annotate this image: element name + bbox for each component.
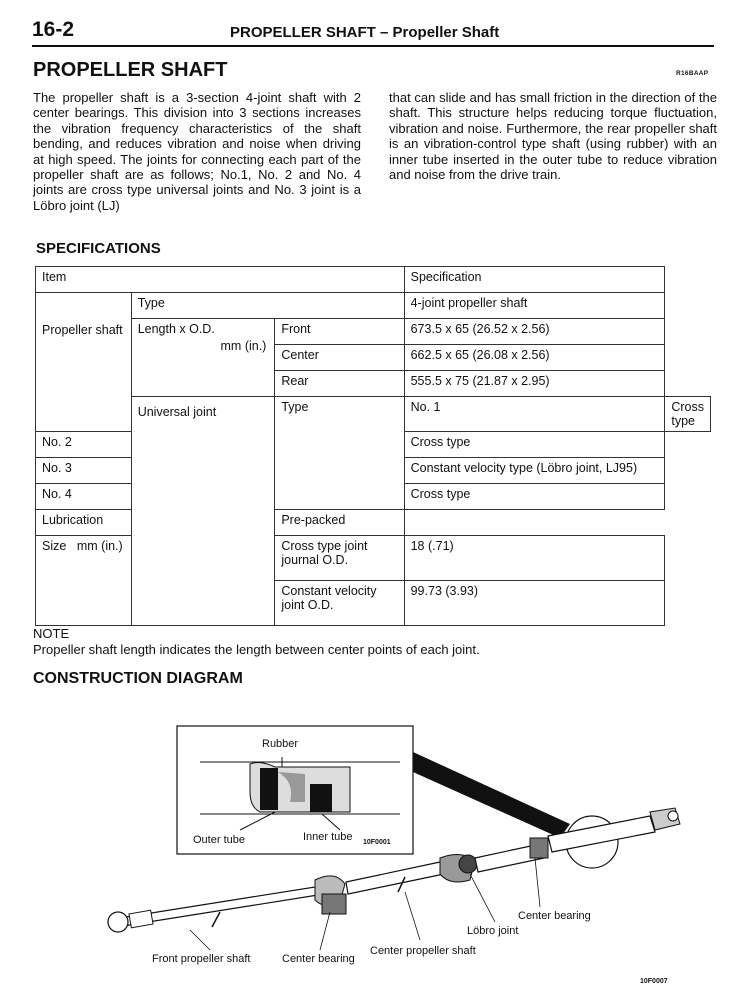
construction-diagram (90, 712, 690, 992)
header-rule (32, 45, 714, 47)
size-unit: mm (in.) (76, 539, 123, 553)
no1-value: Cross type (665, 397, 711, 432)
type-value: 4-joint propeller shaft (404, 293, 665, 319)
cv-joint-value: 99.73 (3.93) (404, 581, 665, 626)
no1-label: No. 1 (404, 397, 665, 432)
table-row (36, 293, 711, 319)
cross-journal-value: 18 (.71) (404, 536, 665, 581)
size-label: Size (42, 539, 67, 553)
cross-journal-label: Cross type joint journal O.D. (275, 536, 404, 581)
inset-leader (413, 752, 570, 838)
running-title (230, 24, 499, 41)
table-row (36, 397, 711, 432)
running-subsection: Propeller Shaft (392, 24, 500, 41)
specifications-heading: SPECIFICATIONS (36, 240, 161, 257)
inner-tube-label: Inner tube (303, 831, 353, 843)
table-header-row (36, 267, 711, 293)
length-label: Length x O.D. (137, 322, 215, 336)
table-row (36, 510, 711, 536)
outer-tube-label: Outer tube (193, 834, 245, 846)
length-unit: mm (in.) (220, 339, 267, 353)
universal-joint-label: Universal joint (131, 397, 275, 626)
header-specification: Specification (404, 267, 665, 293)
uj-type-label: Type (275, 397, 404, 510)
length-label-cell (131, 319, 275, 397)
construction-heading: CONSTRUCTION DIAGRAM (33, 670, 243, 687)
front-value: 673.5 x 65 (26.52 x 2.56) (404, 319, 665, 345)
no2-label: No. 2 (36, 432, 132, 458)
intro-paragraph-left: The propeller shaft is a 3-section 4-joint shaft with 2 center bearings. This division into 3 sections increases the vibration frequency characteristics of the shaft bending, and reduces vibration and noise when driving at high speed. The joints for connecting each part of the propeller shaft are as follows; No.1, No. 2 and No. 4 joints are cross type universal joints and No. 3 joint is a Löbro joint (LJ) (33, 90, 361, 213)
no4-value: Cross type (404, 484, 665, 510)
intro-paragraph-right: that can slide and has small friction in the direction of the shaft. This structure helps reducing torque fluctuation, vibration and noise. Furthermore, the rear propeller shaft is an vibration-control type shaft (using rubber) with an inner tube inserted in the outer tube to reduce vibration and noise from the drive train. (389, 90, 717, 183)
running-section: PROPELLER SHAFT (230, 24, 376, 41)
note-text: Propeller shaft length indicates the length between center points of each joint. (33, 642, 480, 657)
no2-value: Cross type (404, 432, 665, 458)
center-label: Center (275, 345, 404, 371)
rubber-label: Rubber (262, 738, 299, 750)
front-shaft-label: Front propeller shaft (152, 953, 251, 965)
page-title: PROPELLER SHAFT (33, 59, 228, 81)
no3-value: Constant velocity type (Löbro joint, LJ95) (404, 458, 665, 484)
lobro-joint-label: Löbro joint (467, 925, 519, 937)
figure-code: 10F0007 (640, 978, 668, 985)
table-row (36, 319, 711, 345)
cv-joint-label: Constant velocity joint O.D. (275, 581, 404, 626)
center-bearing-label-2: Center bearing (518, 910, 591, 922)
rear-value: 555.5 x 75 (21.87 x 2.95) (404, 371, 665, 397)
size-label-cell (36, 536, 132, 626)
page-number: 16-2 (32, 18, 75, 41)
no3-label: No. 3 (36, 458, 132, 484)
propeller-shaft-label: Propeller shaft (36, 293, 132, 432)
running-dash: – (380, 24, 393, 41)
no4-label: No. 4 (36, 484, 132, 510)
page-header (0, 0, 730, 46)
center-shaft-label: Center propeller shaft (370, 945, 476, 957)
note-label: NOTE (33, 626, 70, 641)
header-item: Item (36, 267, 405, 293)
type-label: Type (131, 293, 404, 319)
specifications-table (35, 266, 711, 626)
lubrication-value: Pre-packed (275, 510, 404, 536)
center-bearing-label-1: Center bearing (282, 953, 355, 965)
front-label: Front (275, 319, 404, 345)
center-value: 662.5 x 65 (26.08 x 2.56) (404, 345, 665, 371)
inset-code: 10F0001 (363, 839, 391, 846)
rear-label: Rear (275, 371, 404, 397)
document-code: R16BAAP (676, 70, 709, 77)
lubrication-label: Lubrication (36, 510, 275, 536)
inset-cross-section (177, 726, 413, 854)
